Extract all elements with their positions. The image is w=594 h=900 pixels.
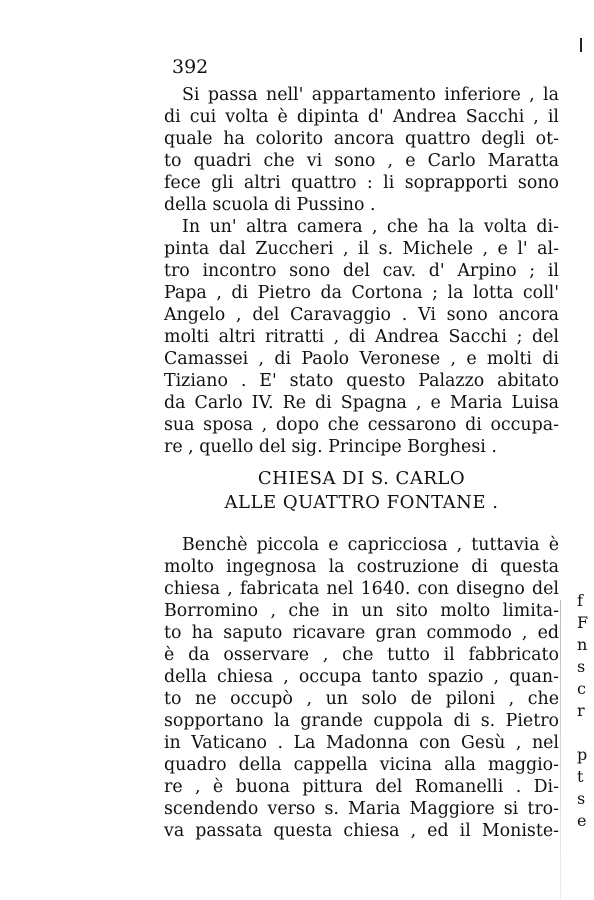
text-line: to ne occupò , un solo de piloni , che [164,689,559,709]
text-line: chiesa , fabricata nel 1640. con disegno del [164,579,559,599]
text-line: Camassei , di Paolo Veronese , e molti di [164,349,559,369]
text-line: Benchè piccola e capricciosa , tuttavia è [182,535,559,555]
text-line: Angelo , del Caravaggio . Vi sono ancora [164,305,559,325]
page-number: 392 [172,56,209,78]
text-line: to quadri che vi sono , e Carlo Maratta [164,151,559,171]
edge-letter: s [577,657,586,676]
text-line: è da osservare , che tutto il fabbricato [164,645,559,665]
heading-line: CHIESA DI S. CARLO [257,468,466,489]
text-line: scendendo verso s. Maria Maggiore si tro- [164,799,559,819]
text-line: va passata questa chiesa , ed il Moniste- [164,821,559,841]
text-line: tro incontro sono del cav. d' Arpino ; il [164,261,559,281]
edge-letter: s [577,789,586,808]
text-line: re , è buona pittura del Romanelli . Di- [164,777,559,797]
text-line: quale ha colorito ancora quattro degli ot- [164,129,559,149]
text-line: In un' altra camera , che ha la volta di- [182,217,559,237]
edge-letter: c [577,679,586,698]
facing-page-mark [580,38,582,52]
text-line: molti altri ritratti , di Andrea Sacchi ; del [164,327,559,347]
text-line: re , quello del sig. Principe Borghesi . [164,437,497,457]
text-line: di cui volta è dipinta d' Andrea Sacchi , il [164,107,559,127]
text-line: sua sposa , dopo che cessarono di occupa- [164,415,559,435]
edge-letter: f [577,591,583,610]
edge-letter: t [577,767,584,786]
text-line: Si passa nell' appartamento inferiore , la [182,85,559,105]
text-line: quadro della cappella vicina alla maggio- [164,755,559,775]
text-line: molto ingegnosa la costruzione di questa [164,557,559,577]
text-line: pinta dal Zuccheri , il s. Michele , e l' al- [164,239,559,259]
text-line: Papa , di Pietro da Cortona ; la lotta coll' [164,283,559,303]
edge-letter: e [577,811,587,830]
heading-line: ALLE QUATTRO FONTANE . [224,492,499,513]
text-line: to ha saputo ricavare gran commodo , ed [164,623,559,643]
text-line: Borromino , che in un sito molto limita- [164,601,559,621]
page-fold-shadow [560,600,561,900]
text-line: fece gli altri quattro : li soprapporti sono [164,173,559,193]
edge-letter: n [577,635,588,654]
text-line: Tiziano . E' stato questo Palazzo abitato [164,371,559,391]
edge-letter: p [577,745,588,764]
text-line: in Vaticano . La Madonna con Gesù , nel [164,733,559,753]
edge-letter: r [577,701,585,720]
text-line: della scuola di Pussino . [164,195,376,215]
text-line: sopportano la grande cuppola di s. Pietro [164,711,559,731]
text-line: da Carlo IV. Re di Spagna , e Maria Luisa [164,393,559,413]
edge-letter: F [577,613,589,632]
text-line: della chiesa , occupa tanto spazio , quan- [164,667,559,687]
